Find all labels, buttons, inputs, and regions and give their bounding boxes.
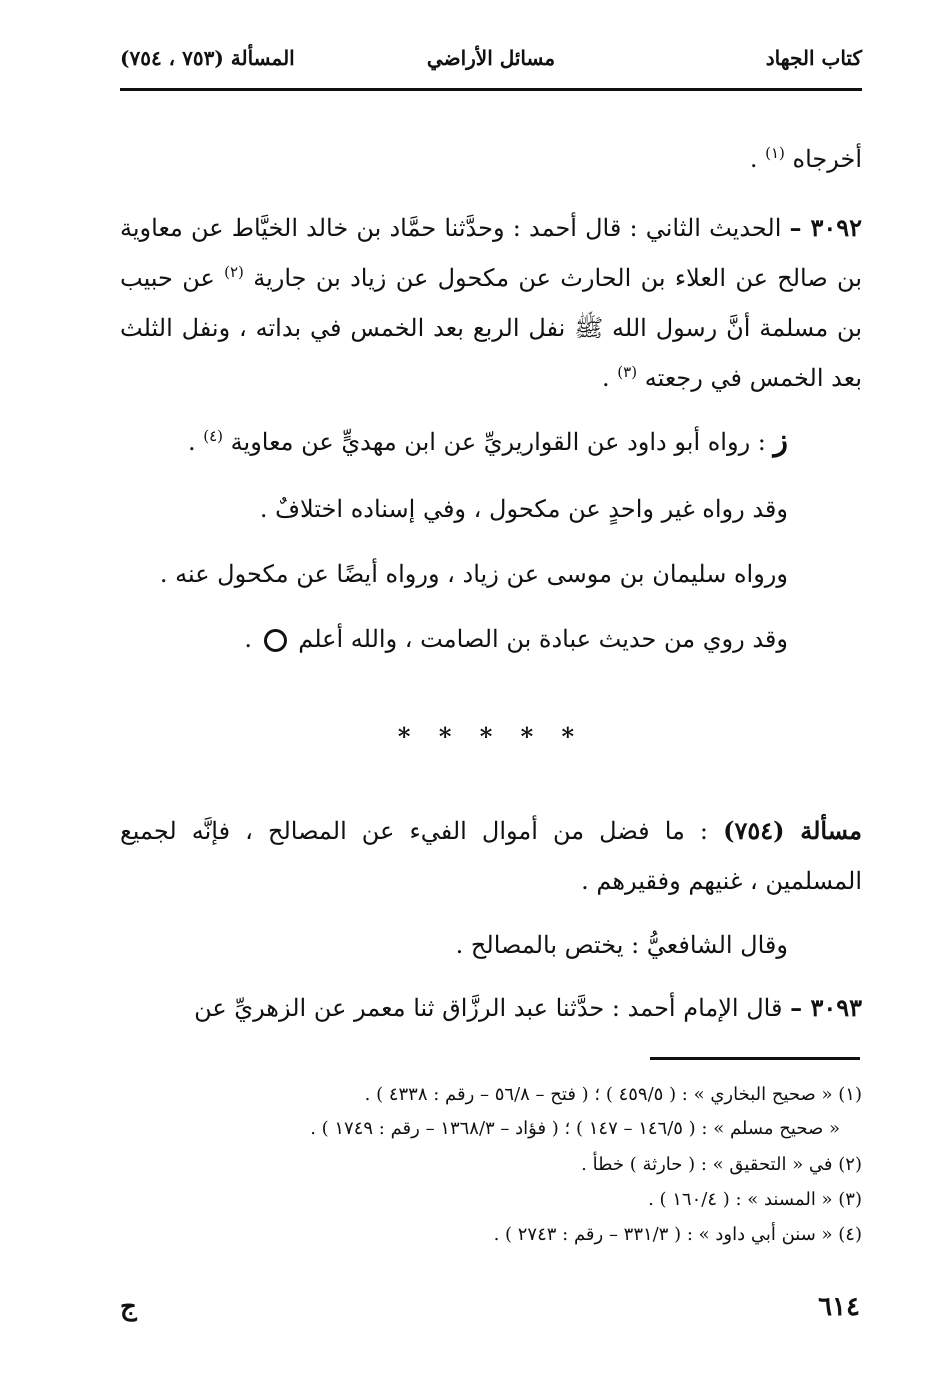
end-circle-icon xyxy=(264,629,287,652)
footnote-ref-2: (٢) xyxy=(224,263,244,281)
commentary-line-4 xyxy=(120,614,788,664)
header-divider xyxy=(120,88,862,91)
commentary-mark: ز xyxy=(773,423,788,458)
footnote-2: (٢) في « التحقيق » : ( حارثة ) خطأ . xyxy=(581,1154,862,1175)
section-separator: * * * * * xyxy=(397,722,585,751)
header-book-title: كتاب الجهاد xyxy=(765,46,862,70)
commentary-end-a: . xyxy=(187,428,204,456)
header-issue-range: المسألة (٧٥٣ ، ٧٥٤) xyxy=(120,46,295,70)
paragraph-akhrajah xyxy=(120,134,862,184)
footnote-1-continued: « صحيح مسلم » : ( ١٤٦/٥ – ١٤٧ ) ؛ ( فؤاد – ١٣٦٨/٣ – رقم : ١٧٤٩ ) . xyxy=(310,1118,840,1139)
issue-754-label: مسألة (٧٥٤) xyxy=(723,816,863,845)
footnote-ref-4: (٤) xyxy=(203,427,223,445)
shafii-opinion: وقال الشافعيُّ : يختص بالمصالح . xyxy=(455,931,788,959)
hadith-3092 xyxy=(120,203,862,403)
footnote-ref-1: (١) xyxy=(765,144,785,162)
hadith-3093 xyxy=(120,983,862,1033)
running-header xyxy=(120,44,862,80)
issue-754 xyxy=(120,806,862,906)
akhrajah-end: . xyxy=(749,145,758,173)
akhrajah-text: أخرجاه xyxy=(792,145,862,173)
footnote-3: (٣) « المسند » : ( ١٦٠/٤ ) . xyxy=(648,1189,862,1210)
hadith-3092-end: . xyxy=(602,364,618,392)
footnote-ref-3: (٣) xyxy=(617,363,638,381)
volume-mark: ج xyxy=(120,1292,137,1322)
commentary-line-2: وقد رواه غير واحدٍ عن مكحول ، وفي إسناده اختلافٌ . xyxy=(259,495,788,523)
commentary-line-1 xyxy=(120,416,788,467)
hadith-3092-number: ٣٠٩٢ – xyxy=(789,213,862,242)
hadith-3093-text: قال الإمام أحمد : حدَّثنا عبد الرزَّاق ثنا معمر عن الزهريِّ عن xyxy=(194,994,791,1022)
issue-754-text: : ما فضل من أموال الفيء عن المصالح ، فإنَّه لجميع المسلمين ، غنيهم وفقيرهم . xyxy=(120,817,862,895)
footnote-4: (٤) « سنن أبي داود » : ( ٣٣١/٣ – رقم : ٢٧٤٣ ) . xyxy=(493,1224,862,1245)
footnote-divider xyxy=(650,1057,860,1060)
commentary-line-3: ورواه سليمان بن موسى عن زياد ، ورواه أيضًا عن مكحول عنه . xyxy=(159,560,788,588)
hadith-3092-text-b: عن حبيب بن مسلمة أنَّ رسول الله ﷺ نفل الربع بعد الخمس في بداته ، ونفل الثلث بعد الخمس في رجعته xyxy=(120,264,862,392)
commentary-line-4-text: وقد روي من حديث عبادة بن الصامت ، والله أعلم xyxy=(298,625,788,653)
commentary-line-4-end: . xyxy=(244,625,260,653)
commentary-text-a: : رواه أبو داود عن القواريريِّ عن ابن مهديٍّ عن معاوية xyxy=(230,428,774,456)
hadith-3093-number: ٣٠٩٣ – xyxy=(790,993,862,1022)
footnote-1: (١) « صحيح البخاري » : ( ٤٥٩/٥ ) ؛ ( فتح – ٥٦/٨ – رقم : ٤٣٣٨ ) . xyxy=(364,1084,862,1105)
page-number: ٦١٤ xyxy=(818,1292,860,1322)
header-chapter-title: مسائل الأراضي xyxy=(426,46,556,70)
hadith-3092-text-a: الحديث الثاني : قال أحمد : وحدَّثنا حمَّاد بن خالد الخيَّاط عن معاوية بن صالح عن العلاء بن الحارث عن مكحول عن زياد بن جارية xyxy=(120,214,863,292)
